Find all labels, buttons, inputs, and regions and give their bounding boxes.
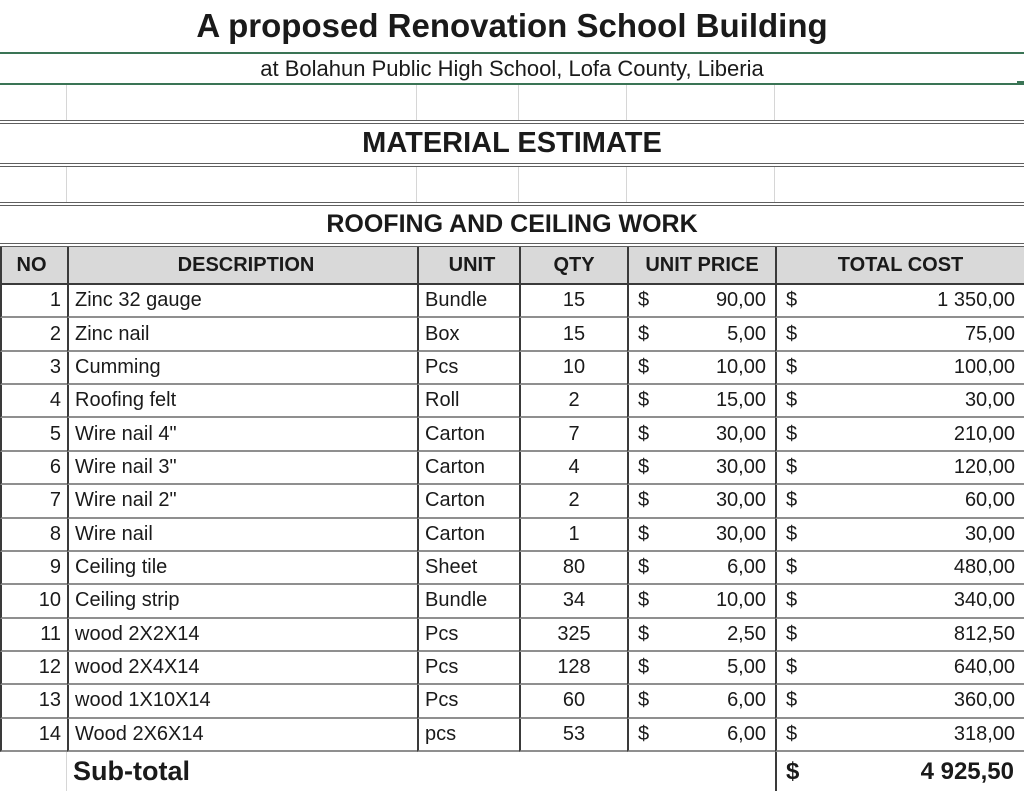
- table-row: [0, 318, 1024, 351]
- currency-symbol: $: [786, 489, 798, 512]
- unit-cell: Bundle: [417, 585, 519, 618]
- total-cost-cell-value: 30,00: [964, 389, 1015, 412]
- currency-symbol: $: [638, 522, 650, 545]
- currency-symbol: $: [638, 355, 650, 378]
- total-cost-cell: [775, 318, 1024, 351]
- unit-price-cell: [627, 285, 775, 318]
- table-row: [0, 585, 1024, 618]
- gridline: [626, 85, 627, 120]
- total-cost-cell-value: 75,00: [964, 322, 1015, 345]
- unit-cell: Pcs: [417, 652, 519, 685]
- row-number-cell: 8: [0, 519, 67, 552]
- total-cost-cell-value: 210,00: [953, 422, 1015, 445]
- description-cell: Wire nail: [67, 519, 417, 552]
- estimate-table: [0, 247, 1024, 791]
- empty-row: [0, 167, 1024, 202]
- currency-symbol: $: [786, 722, 798, 745]
- unit-price-cell-value: 10,00: [715, 355, 766, 378]
- unit-price-cell: [627, 519, 775, 552]
- gridline: [416, 85, 417, 120]
- header-cell-no: NO: [0, 247, 67, 285]
- description-cell: Wire nail 4": [67, 418, 417, 451]
- total-cost-cell: [775, 285, 1024, 318]
- unit-price-cell: [627, 452, 775, 485]
- unit-cell: Roll: [417, 385, 519, 418]
- page-title: A proposed Renovation School Building: [0, 0, 1024, 54]
- gridline: [774, 167, 775, 202]
- currency-symbol: $: [638, 556, 650, 579]
- unit-price-cell-value: 10,00: [715, 589, 766, 612]
- unit-price-cell: [627, 585, 775, 618]
- header-cell-total-cost: TOTAL COST: [775, 247, 1024, 285]
- qty-cell: 325: [519, 619, 627, 652]
- gridline: [66, 85, 67, 120]
- row-number-cell: 7: [0, 485, 67, 518]
- total-cost-cell-value: 360,00: [953, 689, 1015, 712]
- header-cell-unit-price: UNIT PRICE: [627, 247, 775, 285]
- table-row: [0, 652, 1024, 685]
- currency-symbol: $: [638, 389, 650, 412]
- unit-price-cell-value: 30,00: [715, 455, 766, 478]
- gridline: [626, 167, 627, 202]
- header-cell-unit: UNIT: [417, 247, 519, 285]
- row-number-cell: 10: [0, 585, 67, 618]
- table-row: [0, 285, 1024, 318]
- unit-price-cell: [627, 418, 775, 451]
- qty-cell: 2: [519, 485, 627, 518]
- unit-price-cell-value: 15,00: [715, 389, 766, 412]
- unit-cell: Bundle: [417, 285, 519, 318]
- unit-price-cell: [627, 619, 775, 652]
- unit-cell: Carton: [417, 452, 519, 485]
- description-cell: Wire nail 3": [67, 452, 417, 485]
- header-cell-qty: QTY: [519, 247, 627, 285]
- currency-symbol: $: [786, 389, 798, 412]
- qty-cell: 34: [519, 585, 627, 618]
- currency-symbol: $: [786, 589, 798, 612]
- currency-symbol: $: [786, 355, 798, 378]
- unit-cell: Carton: [417, 485, 519, 518]
- description-cell: Zinc nail: [67, 318, 417, 351]
- currency-symbol: $: [786, 289, 798, 312]
- qty-cell: 53: [519, 719, 627, 752]
- currency-symbol: $: [786, 757, 800, 785]
- unit-cell: Pcs: [417, 619, 519, 652]
- total-cost-cell: [775, 719, 1024, 752]
- gridline: [774, 85, 775, 120]
- currency-symbol: $: [786, 322, 798, 345]
- section-heading-roofing-and-ceiling-work: ROOFING AND CEILING WORK: [0, 202, 1024, 247]
- unit-cell: Sheet: [417, 552, 519, 585]
- unit-price-cell-value: 30,00: [715, 522, 766, 545]
- table-row: [0, 452, 1024, 485]
- total-cost-cell: [775, 585, 1024, 618]
- currency-symbol: $: [638, 289, 650, 312]
- currency-symbol: $: [638, 656, 650, 679]
- unit-price-cell: [627, 318, 775, 351]
- empty-row: [0, 85, 1024, 120]
- row-number-cell: 11: [0, 619, 67, 652]
- unit-price-cell-value: 6,00: [727, 722, 766, 745]
- unit-cell: Carton: [417, 418, 519, 451]
- currency-symbol: $: [786, 689, 798, 712]
- description-cell: Ceiling strip: [67, 585, 417, 618]
- row-number-cell: 12: [0, 652, 67, 685]
- total-cost-cell-value: 318,00: [953, 722, 1015, 745]
- qty-cell: 15: [519, 318, 627, 351]
- unit-price-cell: [627, 719, 775, 752]
- currency-symbol: $: [638, 689, 650, 712]
- total-cost-cell-value: 480,00: [953, 556, 1015, 579]
- unit-cell: Box: [417, 318, 519, 351]
- total-cost-cell: [775, 619, 1024, 652]
- unit-price-cell-value: 6,00: [727, 556, 766, 579]
- currency-symbol: $: [786, 622, 798, 645]
- table-header-row: [0, 247, 1024, 285]
- currency-symbol: $: [638, 455, 650, 478]
- row-number-cell: 4: [0, 385, 67, 418]
- total-cost-cell: [775, 685, 1024, 718]
- unit-price-cell: [627, 385, 775, 418]
- currency-symbol: $: [786, 455, 798, 478]
- total-cost-cell-value: 100,00: [953, 355, 1015, 378]
- unit-price-cell: [627, 552, 775, 585]
- table-row: [0, 719, 1024, 752]
- unit-price-cell-value: 5,00: [727, 656, 766, 679]
- currency-symbol: $: [638, 489, 650, 512]
- description-cell: Ceiling tile: [67, 552, 417, 585]
- qty-cell: 60: [519, 685, 627, 718]
- subtotal-value: 4 925,50: [920, 757, 1014, 785]
- unit-price-cell-value: 2,50: [727, 622, 766, 645]
- gridline: [66, 167, 67, 202]
- unit-price-cell: [627, 352, 775, 385]
- unit-price-cell: [627, 485, 775, 518]
- description-cell: wood 2X4X14: [67, 652, 417, 685]
- page-subtitle: at Bolahun Public High School, Lofa County, Liberia: [0, 54, 1024, 85]
- currency-symbol: $: [786, 656, 798, 679]
- total-cost-cell: [775, 552, 1024, 585]
- unit-cell: pcs: [417, 719, 519, 752]
- row-number-cell: 5: [0, 418, 67, 451]
- qty-cell: 4: [519, 452, 627, 485]
- section-heading-material-estimate: MATERIAL ESTIMATE: [0, 120, 1024, 167]
- table-row: [0, 519, 1024, 552]
- total-cost-cell: [775, 385, 1024, 418]
- description-cell: Roofing felt: [67, 385, 417, 418]
- total-cost-cell: [775, 452, 1024, 485]
- table-row: [0, 485, 1024, 518]
- table-row: [0, 385, 1024, 418]
- total-cost-cell-value: 640,00: [953, 656, 1015, 679]
- total-cost-cell-value: 812,50: [953, 622, 1015, 645]
- description-cell: wood 2X2X14: [67, 619, 417, 652]
- description-cell: wood 1X10X14: [67, 685, 417, 718]
- table-row: [0, 552, 1024, 585]
- row-number-cell: 14: [0, 719, 67, 752]
- unit-price-cell-value: 90,00: [715, 289, 766, 312]
- gridline: [416, 167, 417, 202]
- table-row: [0, 685, 1024, 718]
- currency-symbol: $: [638, 622, 650, 645]
- subtotal-row: [0, 752, 1024, 791]
- unit-cell: Carton: [417, 519, 519, 552]
- qty-cell: 2: [519, 385, 627, 418]
- qty-cell: 128: [519, 652, 627, 685]
- table-row: [0, 619, 1024, 652]
- table-body: [0, 285, 1024, 752]
- qty-cell: 7: [519, 418, 627, 451]
- qty-cell: 80: [519, 552, 627, 585]
- unit-price-cell: [627, 685, 775, 718]
- row-number-cell: 2: [0, 318, 67, 351]
- unit-price-cell-value: 5,00: [727, 322, 766, 345]
- table-row: [0, 352, 1024, 385]
- currency-symbol: $: [638, 422, 650, 445]
- currency-symbol: $: [638, 589, 650, 612]
- row-number-cell: 6: [0, 452, 67, 485]
- currency-symbol: $: [638, 722, 650, 745]
- unit-cell: Pcs: [417, 352, 519, 385]
- subtotal-label: Sub-total: [73, 756, 190, 787]
- header-cell-description: DESCRIPTION: [67, 247, 417, 285]
- table-row: [0, 418, 1024, 451]
- total-cost-cell: [775, 418, 1024, 451]
- gridline: [518, 167, 519, 202]
- unit-price-cell-value: 30,00: [715, 489, 766, 512]
- row-number-cell: 3: [0, 352, 67, 385]
- total-cost-cell: [775, 352, 1024, 385]
- total-cost-cell-value: 30,00: [964, 522, 1015, 545]
- qty-cell: 10: [519, 352, 627, 385]
- total-cost-cell-value: 1 350,00: [937, 289, 1015, 312]
- row-number-cell: 13: [0, 685, 67, 718]
- total-cost-cell-value: 120,00: [953, 455, 1015, 478]
- total-cost-cell-value: 60,00: [964, 489, 1015, 512]
- description-cell: Wood 2X6X14: [67, 719, 417, 752]
- description-cell: Wire nail 2": [67, 485, 417, 518]
- total-cost-cell: [775, 485, 1024, 518]
- total-cost-cell-value: 340,00: [953, 589, 1015, 612]
- currency-symbol: $: [786, 556, 798, 579]
- unit-price-cell: [627, 652, 775, 685]
- currency-symbol: $: [786, 422, 798, 445]
- row-number-cell: 9: [0, 552, 67, 585]
- subtotal-empty-cell: [0, 752, 67, 791]
- description-cell: Zinc 32 gauge: [67, 285, 417, 318]
- row-number-cell: 1: [0, 285, 67, 318]
- unit-price-cell-value: 6,00: [727, 689, 766, 712]
- currency-symbol: $: [786, 522, 798, 545]
- gridline: [518, 85, 519, 120]
- description-cell: Cumming: [67, 352, 417, 385]
- currency-symbol: $: [638, 322, 650, 345]
- unit-cell: Pcs: [417, 685, 519, 718]
- total-cost-cell: [775, 519, 1024, 552]
- total-cost-cell: [775, 652, 1024, 685]
- unit-price-cell-value: 30,00: [715, 422, 766, 445]
- subtotal-total-cell: [775, 752, 1024, 791]
- qty-cell: 15: [519, 285, 627, 318]
- qty-cell: 1: [519, 519, 627, 552]
